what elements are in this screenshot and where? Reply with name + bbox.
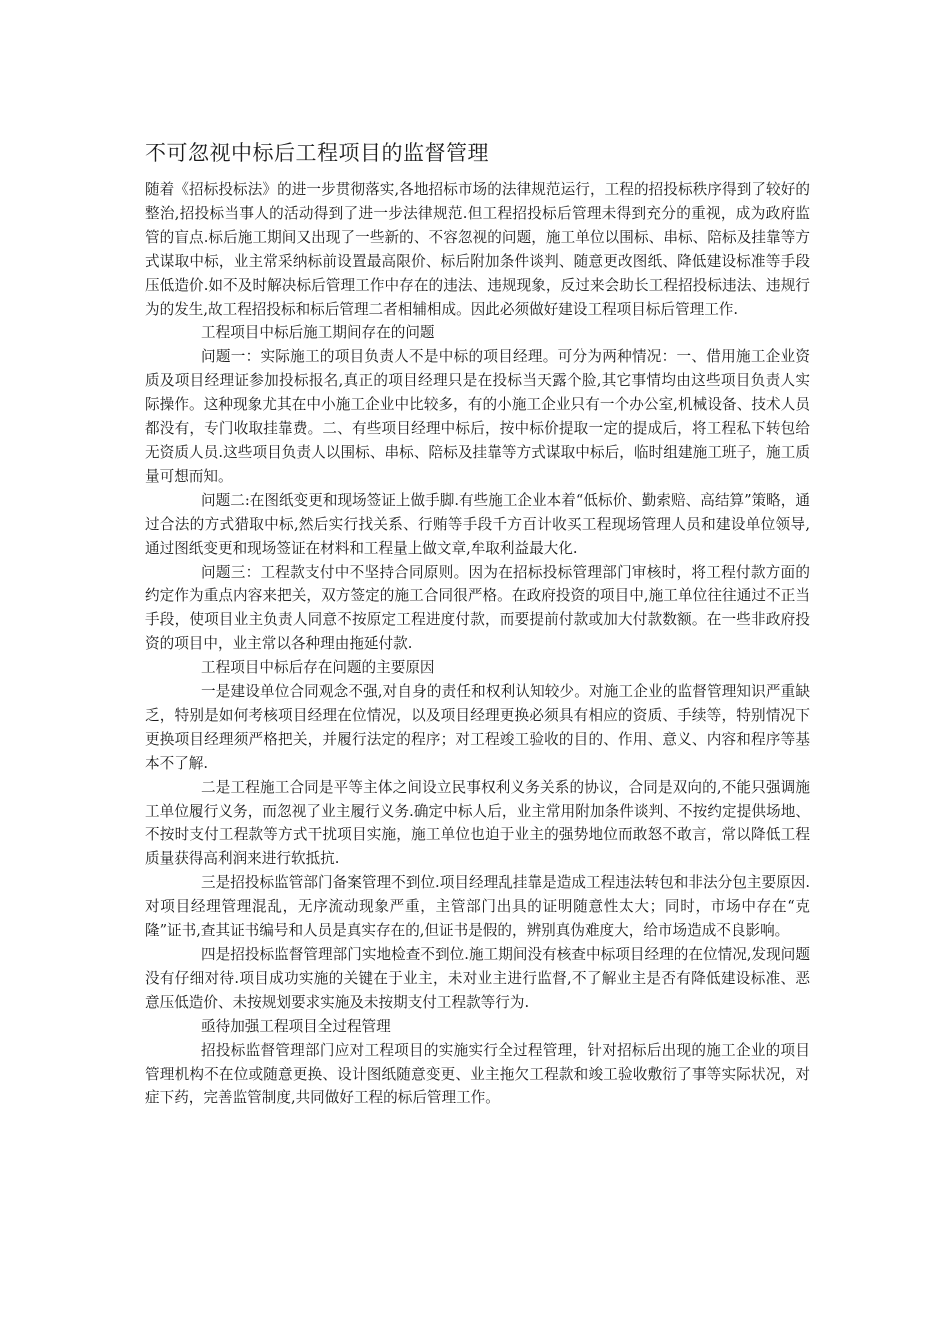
problem-three-paragraph: 问题三：工程款支付中不坚持合同原则。因为在招标投标管理部门审核时，将工程付款方面的约定作为重点内容来把关，双方签定的施工合同很严格。在政府投资的项目中,施工单位往往通过不正当手段，使项目业主负责人同意不按原定工程进度付款，而要提前付款或加大付款数额。在一些非政府投资的项目中，业主常以各种理由拖延付款. [145, 563, 810, 653]
section-heading-problems: 工程项目中标后施工期间存在的问题 [201, 324, 435, 342]
cause-four-paragraph: 四是招投标监督管理部门实地检查不到位.施工期间没有核查中标项目经理的在位情况,发现问题没有仔细对待.项目成功实施的关键在于业主，未对业主进行监督,不了解业主是否有降低建设标准、恶意压低造价、未按规划要求实施及未按期支付工程款等行为. [145, 946, 810, 1011]
document-page [145, 138, 810, 1110]
document-title: 不可忽视中标后工程项目的监督管理 [145, 141, 489, 165]
cause-one-paragraph: 一是建设单位合同观念不强,对自身的责任和权利认知较少。对施工企业的监督管理知识严重缺乏，特别是如何考核项目经理在位情况，以及项目经理更换必须具有相应的资质、手续等，特别情况下更换项目经理须严格把关，并履行法定的程序；对工程竣工验收的目的、作用、意义、内容和程序等基本不了解. [145, 683, 810, 772]
problem-two-paragraph: 问题二:在图纸变更和现场签证上做手脚.有些施工企业本着“低标价、勤索赔、高结算”策略，通过合法的方式猎取中标,然后实行找关系、行贿等手段千方百计收买工程现场管理人员和建设单位领导,通过图纸变更和现场签证在材料和工程量上做文章,牟取利益最大化. [145, 491, 810, 557]
management-paragraph: 招投标监督管理部门应对工程项目的实施实行全过程管理，针对招标后出现的施工企业的项目管理机构不在位或随意更换、设计图纸随意变更、业主拖欠工程款和竣工验收敷衍了事等实际状况，对症下药，完善监管制度,共同做好工程的标后管理工作。 [145, 1041, 810, 1107]
cause-two-paragraph: 二是工程施工合同是平等主体之间设立民事权利义务关系的协议，合同是双向的,不能只强调施工单位履行义务，而忽视了业主履行义务.确定中标人后，业主常用附加条件谈判、不按约定提供场地、不按时支付工程款等方式干扰项目实施，施工单位也迫于业主的强势地位而敢怒不敢言，常以降低工程质量获得高利润来进行软抵抗. [145, 778, 810, 868]
cause-three-paragraph: 三是招投标监管部门备案管理不到位.项目经理乱挂靠是造成工程违法转包和非法分包主要原因.对项目经理管理混乱，无序流动现象严重，主管部门出具的证明随意性太大；同时，市场中存在“克隆”证书,查其证书编号和人员是真实存在的,但证书是假的，辨别真伪难度大，给市场造成不良影响。 [145, 874, 810, 940]
section-heading-causes: 工程项目中标后存在问题的主要原因 [201, 659, 435, 677]
intro-paragraph: 随着《招标投标法》的进一步贯彻落实,各地招标市场的法律规范运行，工程的招投标秩序得到了较好的整治,招投标当事人的活动得到了进一步法律规范.但工程招投标后管理未得到充分的重视，成为政府监管的盲点.标后施工期间又出现了一些新的、不容忽视的问题，施工单位以围标、串标、陪标及挂靠等方式谋取中标，业主常采纳标前设置最高限价、标后附加条件谈判、随意更改图纸、降低建设标准等手段压低造价.如不及时解决标后管理工作中存在的违法、违规现象，反过来会助长工程招投标违法、违规行为的发生,故工程招投标和标后管理二者相辅相成。因此必须做好建设工程项目标后管理工作. [145, 181, 810, 318]
problem-one-paragraph: 问题一：实际施工的项目负责人不是中标的项目经理。可分为两种情况：一、借用施工企业资质及项目经理证参加投标报名,真正的项目经理只是在投标当天露个脸,其它事情均由这些项目负责人实际操作。这种现象尤其在中小施工企业中比较多，有的小施工企业只有一个办公室,机械设备、技术人员都没有，专门收取挂靠费。二、有些项目经理中标后，按中标价提取一定的提成后，将工程私下转包给无资质人员.这些项目负责人以围标、串标、陪标及挂靠等方式谋取中标后，临时组建施工班子，施工质量可想而知。 [145, 348, 810, 485]
section-heading-management: 亟待加强工程项目全过程管理 [201, 1017, 391, 1035]
